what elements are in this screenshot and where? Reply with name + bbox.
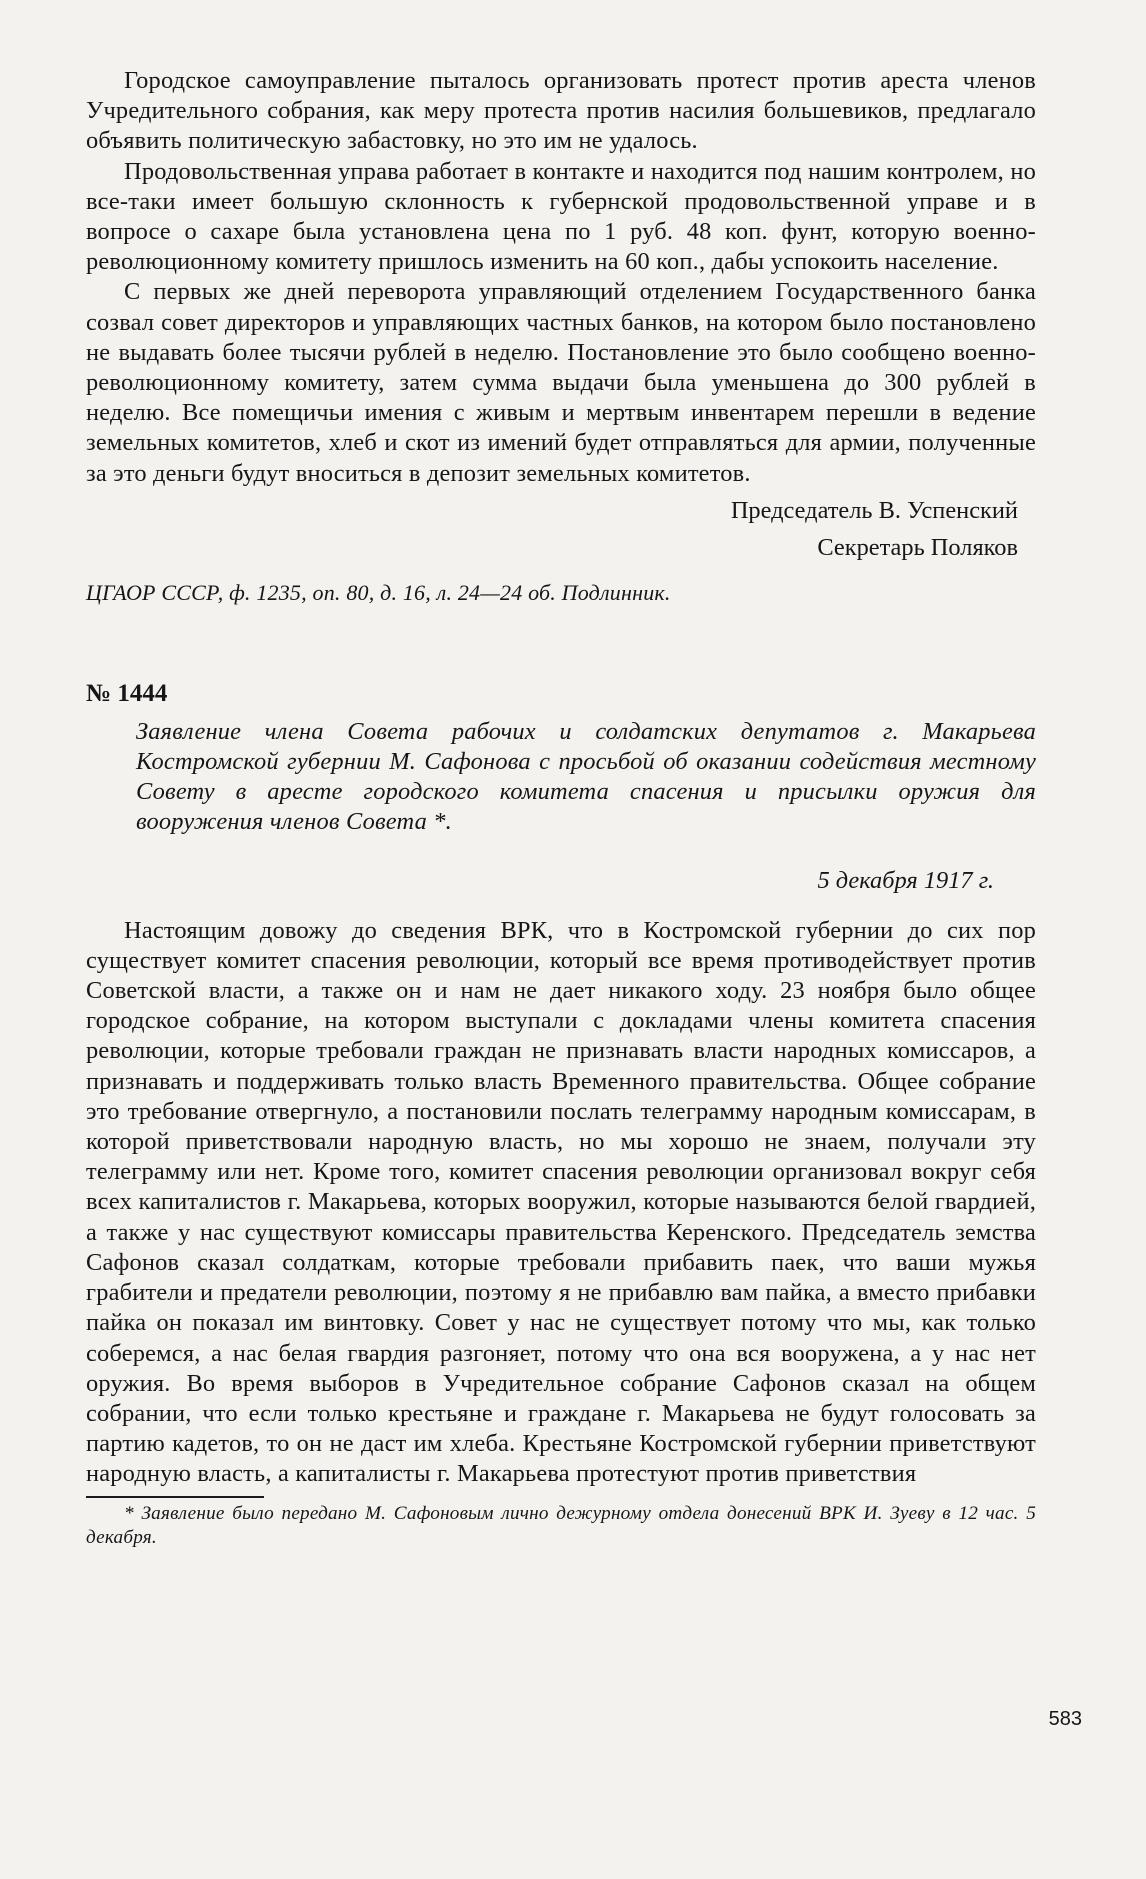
paragraph-city-government: Городское самоуправление пыталось организовать протест против ареста членов Учредительного собрания, как меру протеста против насилия большевиков, предлагало объявить политическую забастовку, но это им не удалось. [86, 67, 1036, 155]
paragraph-food-board: Продовольственная управа работает в контакте и находится под нашим контролем, но все-таки имеет большую склонность к губернской продовольственной управе и в вопросе о сахаре была установлена цена по 1 руб. 48 коп. фунт, которую военно-революционному комитету пришлось изменить на 60 коп., дабы успокоить население. [86, 157, 1036, 276]
page-content [86, 66, 1036, 1856]
footnote: * Заявление было передано М. Сафоновым лично дежурному отдела донесений ВРК И. Зуеву в 12 час. 5 декабря. [86, 1502, 1036, 1548]
page-number: 583 [1048, 1708, 1082, 1730]
document-title: Заявление члена Совета рабочих и солдатских депутатов г. Макарьева Костромской губернии М. Сафонова с просьбой об оказании содействия местному Совету в аресте городского комитета спасения и присылки оружия для вооружения членов Совета *. [136, 717, 1036, 836]
footnote-divider [86, 1496, 264, 1498]
signature-chairman: Председатель В. Успенский [730, 496, 1018, 524]
document-date: 5 декабря 1917 г. [817, 866, 994, 894]
document-number: № 1444 [86, 679, 168, 707]
document-body: Настоящим довожу до сведения ВРК, что в Костромской губернии до сих пор существует комитет спасения революции, который все время противодействует против Советской власти, а также он и нам не дает никакого ходу. 23 ноября было общее городское собрание, на котором выступали с докладами члены комитета спасения революции, которые требовали граждан не признавать власти народных комиссаров, а признавать и поддерживать только власть Временного правительства. Общее собрание это требование отвергнуло, а постановили послать телеграмму народным комиссарам, в которой приветствовали народную власть, но мы хорошо не знаем, получали эту телеграмму или нет. Кроме того, комитет спасения революции организовал вокруг себя всех капиталистов г. Макарьева, которых вооружил, которые называются белой гвардией, а также у нас существуют комиссары правительства Керенского. Председатель земства Сафонов сказал солдаткам, которые требовали прибавить паек, что ваши мужья грабители и предатели революции, поэтому я не прибавлю вам пайка, а вместо прибавки пайка он показал им винтовку. Совет у нас не существует потому что мы, как только соберемся, а нас белая гвардия разгоняет, потому что она вся вооружена, а у нас нет оружия. Во время выборов в Учредительное собрание Сафонов сказал на общем собрании, что если только крестьяне и граждане г. Макарьева не будут голосовать за партию кадетов, то он не даст им хлеба. Крестьяне Костромской губернии приветствуют народную власть, а капиталисты г. Макарьева протестуют против приветствия [86, 916, 1036, 1488]
paragraph-state-bank: С первых же дней переворота управляющий отделением Государственного банка созвал совет директоров и управляющих частных банков, на котором было постановлено не выдавать более тысячи рублей в неделю. Постановление это было сообщено военно-революционному комитету, затем сумма выдачи была уменьшена до 300 рублей в неделю. Все помещичьи имения с живым и мертвым инвентарем перешли в ведение земельных комитетов, хлеб и скот из имений будет отправляться для армии, полученные за это деньги будут вноситься в депозит земельных комитетов. [86, 278, 1036, 487]
archive-reference: ЦГАОР СССР, ф. 1235, оп. 80, д. 16, л. 24—24 об. Подлинник. [86, 579, 671, 605]
signature-secretary: Секретарь Поляков [817, 533, 1018, 561]
